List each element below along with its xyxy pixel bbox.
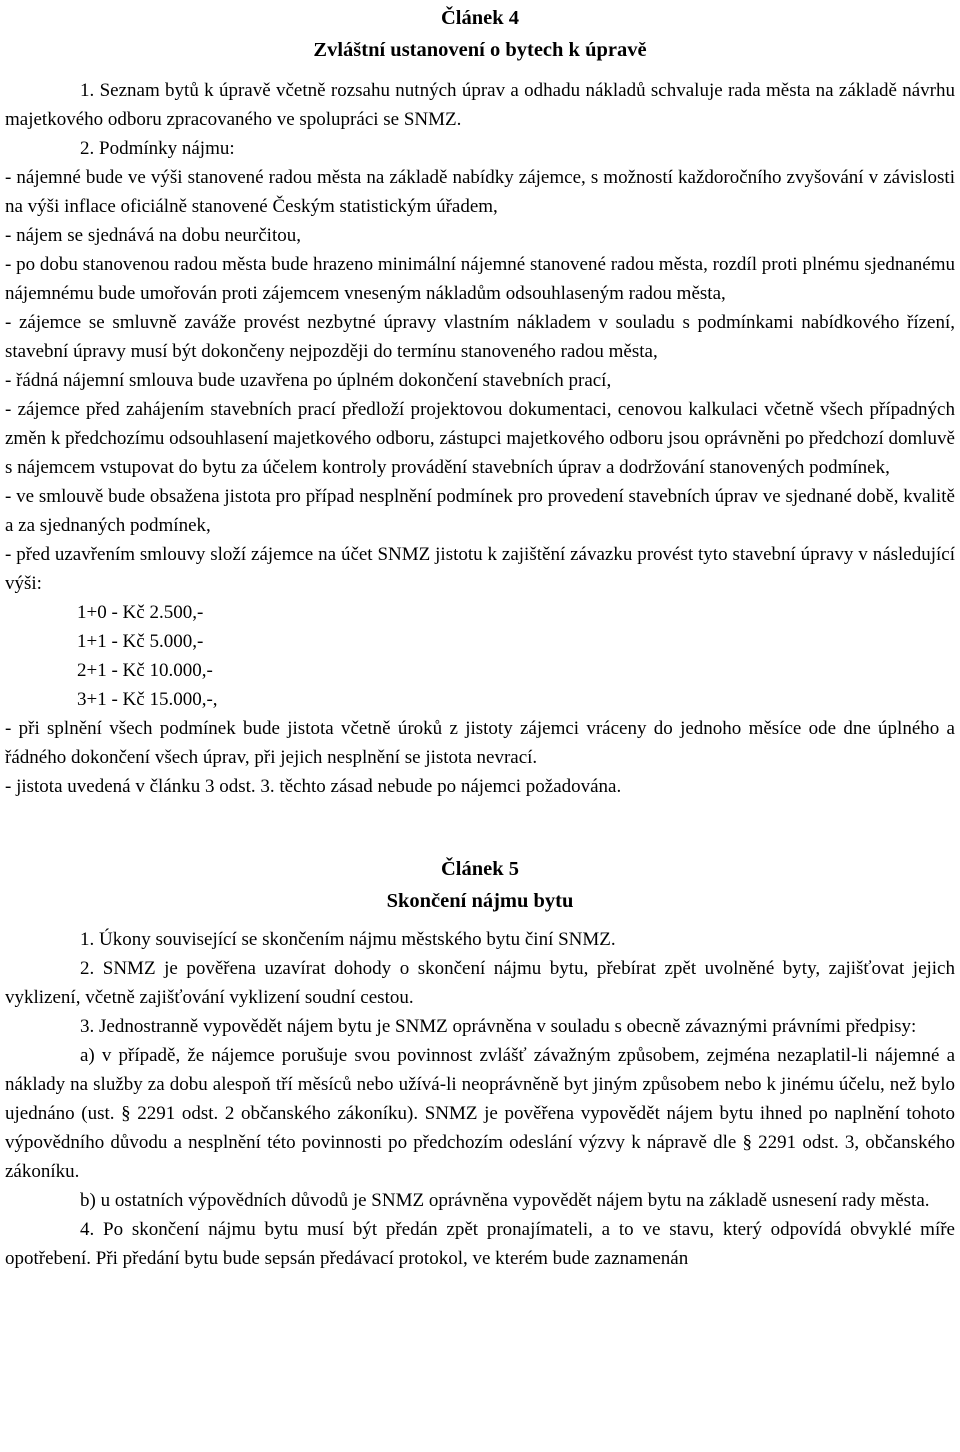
article-5-paragraph-1: 1. Úkony související se skončením nájmu městského bytu činí SNMZ. [80,929,616,950]
deposit-amount: 1+0 - Kč 2.500,- [77,602,204,623]
article-4-paragraph-1: 1. Seznam bytů k úpravě včetně rozsahu nutných úprav a odhadu nákladů schvaluje rada města na základě návrhu majetkového odboru zpracovaného ve spolupráci se SNMZ. [5,80,955,130]
condition-item: - před uzavřením smlouvy složí zájemce na účet SNMZ jistotu k zajištění závazku provést tyto stavební úpravy v následující výši: [5,544,955,594]
condition-item: - ve smlouvě bude obsažena jistota pro případ nesplnění podmínek pro provedení stavebních úprav ve sjednané době, kvalitě a za sjednaných podmínek, [5,486,955,536]
condition-item: - řádná nájemní smlouva bude uzavřena po úplném dokončení stavebních prací, [5,370,612,391]
condition-item: - jistota uvedená v článku 3 odst. 3. těchto zásad nebude po nájemci požadována. [5,776,622,797]
deposit-amount: 2+1 - Kč 10.000,- [77,660,213,681]
condition-item: - při splnění všech podmínek bude jistota včetně úroků z jistoty zájemci vráceny do jednoho měsíce ode dne úplného a řádného dokončení všech úprav, při jejich nesplnění se jistota nevrací. [5,718,955,768]
article-5-paragraph-3a: a) v případě, že nájemce porušuje svou povinnost zvlášť závažným způsobem, zejména nezaplatil-li nájemné a náklady na služby za dobu alespoň tří měsíců nebo užívá-li neoprávněně byt jiným způsobem nebo k jinému účelu, než bylo ujednáno (ust. § 2291 odst. 2 občanského zákoníku). SNMZ je pověřena vypovědět nájem bytu ihned po naplnění tohoto výpovědního důvodu a nesplnění této povinnosti po předchozím odeslání výzvy k nápravě dle § 2291 odst. 3, občanského zákoníku. [5,1045,955,1182]
article-4-number: Článek 4 [440,7,520,29]
deposit-amount: 3+1 - Kč 15.000,-, [77,689,218,710]
document-page [5,0,955,1273]
condition-item: - po dobu stanovenou radou města bude hrazeno minimální nájemné stanovené radou města, rozdíl proti plnému sjednanému nájemnému bude umořován proti zájemcem vneseným nákladům odsouhlaseným radou města, [5,254,955,304]
article-4-title: Zvláštní ustanovení o bytech k úpravě [313,39,647,61]
article-5-paragraph-2: 2. SNMZ je pověřena uzavírat dohody o skončení nájmu bytu, přebírat zpět uvolněné byty, zajišťovat jejich vyklizení, včetně zajišťování vyklizení soudní cestou. [5,958,955,1008]
article-5-paragraph-4: 4. Po skončení nájmu bytu musí být předán zpět pronajímateli, a to ve stavu, který odpovídá obvyklé míře opotřebení. Při předání bytu bude sepsán předávací protokol, ve kterém bude zaznamenán [5,1219,955,1269]
article-5-paragraph-3: 3. Jednostranně vypovědět nájem bytu je SNMZ oprávněna v souladu s obecně závaznými právními předpisy: [80,1016,917,1037]
condition-item: - nájemné bude ve výši stanovené radou města na základě nabídky zájemce, s možností každoročního zvyšování v závislosti na výši inflace oficiálně stanovené Českým statistickým úřadem, [5,167,955,217]
article-5-number: Článek 5 [440,858,520,880]
article-5-title: Skončení nájmu bytu [386,890,574,912]
article-4-paragraph-2-intro: 2. Podmínky nájmu: [80,138,235,159]
condition-item: - nájem se sjednává na dobu neurčitou, [5,225,301,246]
deposit-amount: 1+1 - Kč 5.000,- [77,631,204,652]
condition-item: - zájemce před zahájením stavebních prací předloží projektovou dokumentaci, cenovou kalkulaci včetně všech případných změn k předchozímu odsouhlasení majetkového odboru, zástupci majetkového odboru jsou oprávněni po předchozí domluvě s nájemcem vstupovat do bytu za účelem kontroly provádění stavebních úprav a dodržování stanovených podmínek, [5,399,955,478]
article-5-paragraph-3b: b) u ostatních výpovědních důvodů je SNMZ oprávněna vypovědět nájem bytu na základě usnesení rady města. [80,1190,930,1211]
condition-item: - zájemce se smluvně zaváže provést nezbytné úpravy vlastním nákladem v souladu s podmínkami nabídkového řízení, stavební úpravy musí být dokončeny nejpozději do termínu stanoveného radou města, [5,312,955,362]
